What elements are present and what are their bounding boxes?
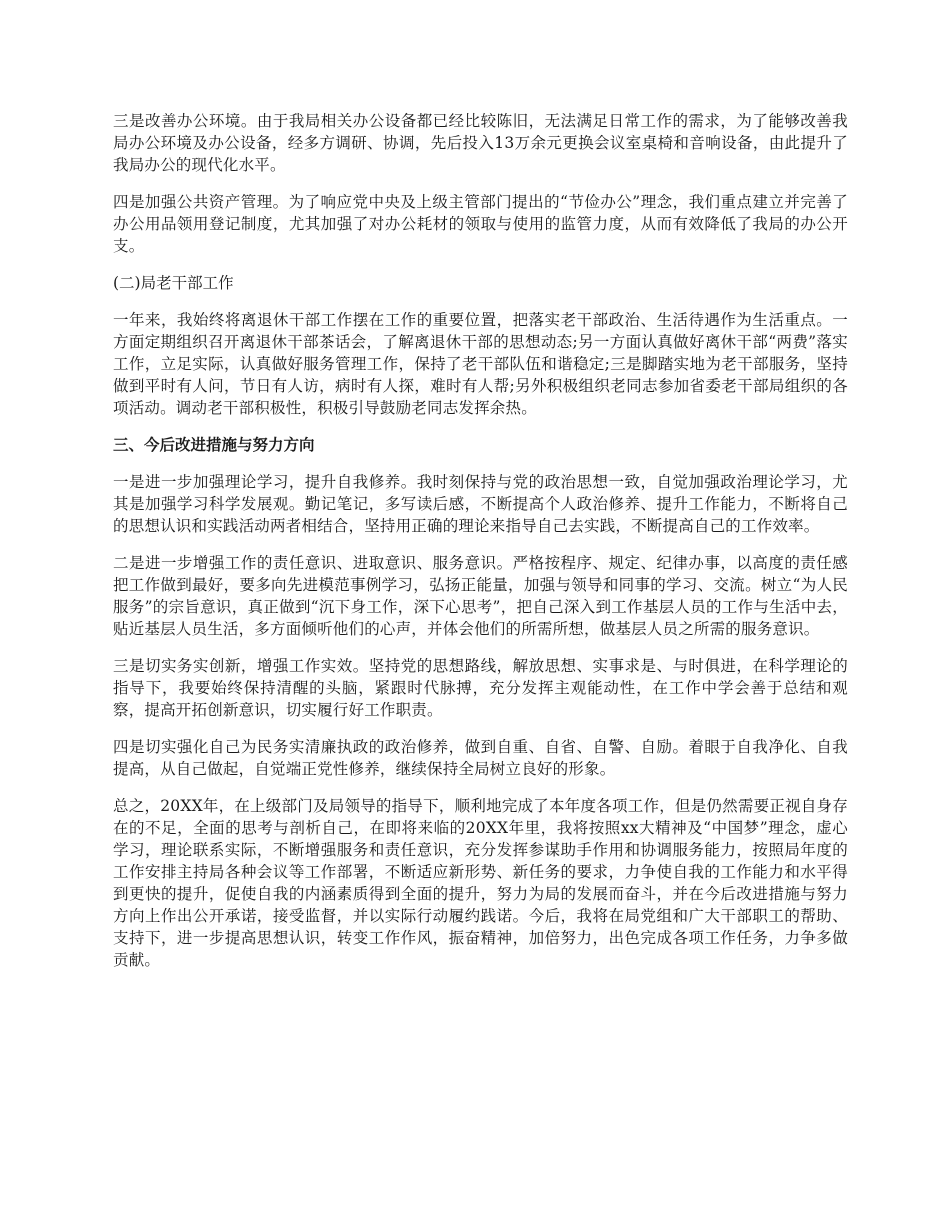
section-heading-improvement: 三、今后改进措施与努力方向: [113, 436, 315, 454]
document-page: [113, 110, 848, 986]
paragraph-office-environment: 三是改善办公环境。由于我局相关办公设备都已经比较陈旧，无法满足日常工作的需求，为了能够改善我局办公环境及办公设备，经多方调研、协调，先后投入13万余元更换会议室桌椅和音响设备，由此提升了我局办公的现代化水平。: [113, 112, 848, 174]
paragraph-innovation: 三是切实务实创新，增强工作实效。坚持党的思想路线，解放思想、实事求是、与时俱进，在科学理论的指导下，我要始终保持清醒的头脑，紧跟时代脉搏，充分发挥主观能动性，在工作中学会善于总结和观察，提高开拓创新意识，切实履行好工作职责。: [113, 657, 848, 719]
paragraph-veteran-cadres: 一年来，我始终将离退休干部工作摆在工作的重要位置，把落实老干部政治、生活待遇作为生活重点。一方面定期组织召开离退休干部茶话会，了解离退休干部的思想动态;另一方面认真做好离休干部“两费”落实工作，立足实际，认真做好服务管理工作，保持了老干部队伍和谐稳定;三是脚踏实地为老干部服务，坚持做到平时有人问，节日有人访，病时有人探，难时有人帮;另外积极组织老同志参加省委老干部局组织的各项活动。调动老干部积极性，积极引导鼓励老同志发挥余热。: [113, 311, 848, 417]
paragraph-integrity: 四是切实强化自己为民务实清廉执政的政治修养，做到自重、自省、自警、自励。着眼于自我净化、自我提高，从自己做起，自觉端正党性修养，继续保持全局树立良好的形象。: [113, 738, 848, 778]
subheading-veteran-cadres: (二)局老干部工作: [113, 274, 234, 292]
paragraph-responsibility: 二是进一步增强工作的责任意识、进取意识、服务意识。严格按程序、规定、纪律办事，以高度的责任感把工作做到最好，要多向先进模范事例学习，弘扬正能量，加强与领导和同事的学习、交流。树立“为人民服务”的宗旨意识，真正做到“沉下身工作，深下心思考”，把自己深入到工作基层人员的工作与生活中去，贴近基层人员生活，多方面倾听他们的心声，并体会他们的所需所想，做基层人员之所需的服务意识。: [113, 554, 848, 638]
paragraph-theory-study: 一是进一步加强理论学习，提升自我修养。我时刻保持与党的政治思想一致，自觉加强政治理论学习，尤其是加强学习科学发展观。勤记笔记，多写读后感，不断提高个人政治修养、提升工作能力，不断将自己的思想认识和实践活动两者相结合，坚持用正确的理论来指导自己去实践，不断提高自己的工作效率。: [113, 473, 848, 535]
paragraph-summary: 总之，20XX年，在上级部门及局领导的指导下，顺利地完成了本年度各项工作，但是仍然需要正视自身存在的不足，全面的思考与剖析自己，在即将来临的20XX年里，我将按照xx大精神及“中国梦”理念，虚心学习，理论联系实际，不断增强服务和责任意识，充分发挥参谋助手作用和协调服务能力，按照局年度的工作安排主持局各种会议等工作部署，不断适应新形势、新任务的要求，力争使自我的工作能力和水平得到更快的提升，促使自我的内涵素质得到全面的提升，努力为局的发展而奋斗，并在今后改进措施与努力方向上作出公开承诺，接受监督，并以实际行动履约践诺。今后，我将在局党组和广大干部职工的帮助、支持下，进一步提高思想认识，转变工作作风，振奋精神，加倍努力，出色完成各项工作任务，力争多做贡献。: [113, 797, 848, 969]
paragraph-asset-management: 四是加强公共资产管理。为了响应党中央及上级主管部门提出的“节俭办公”理念，我们重点建立并完善了办公用品领用登记制度，尤其加强了对办公耗材的领取与使用的监管力度，从而有效降低了我局的办公开支。: [113, 193, 848, 255]
